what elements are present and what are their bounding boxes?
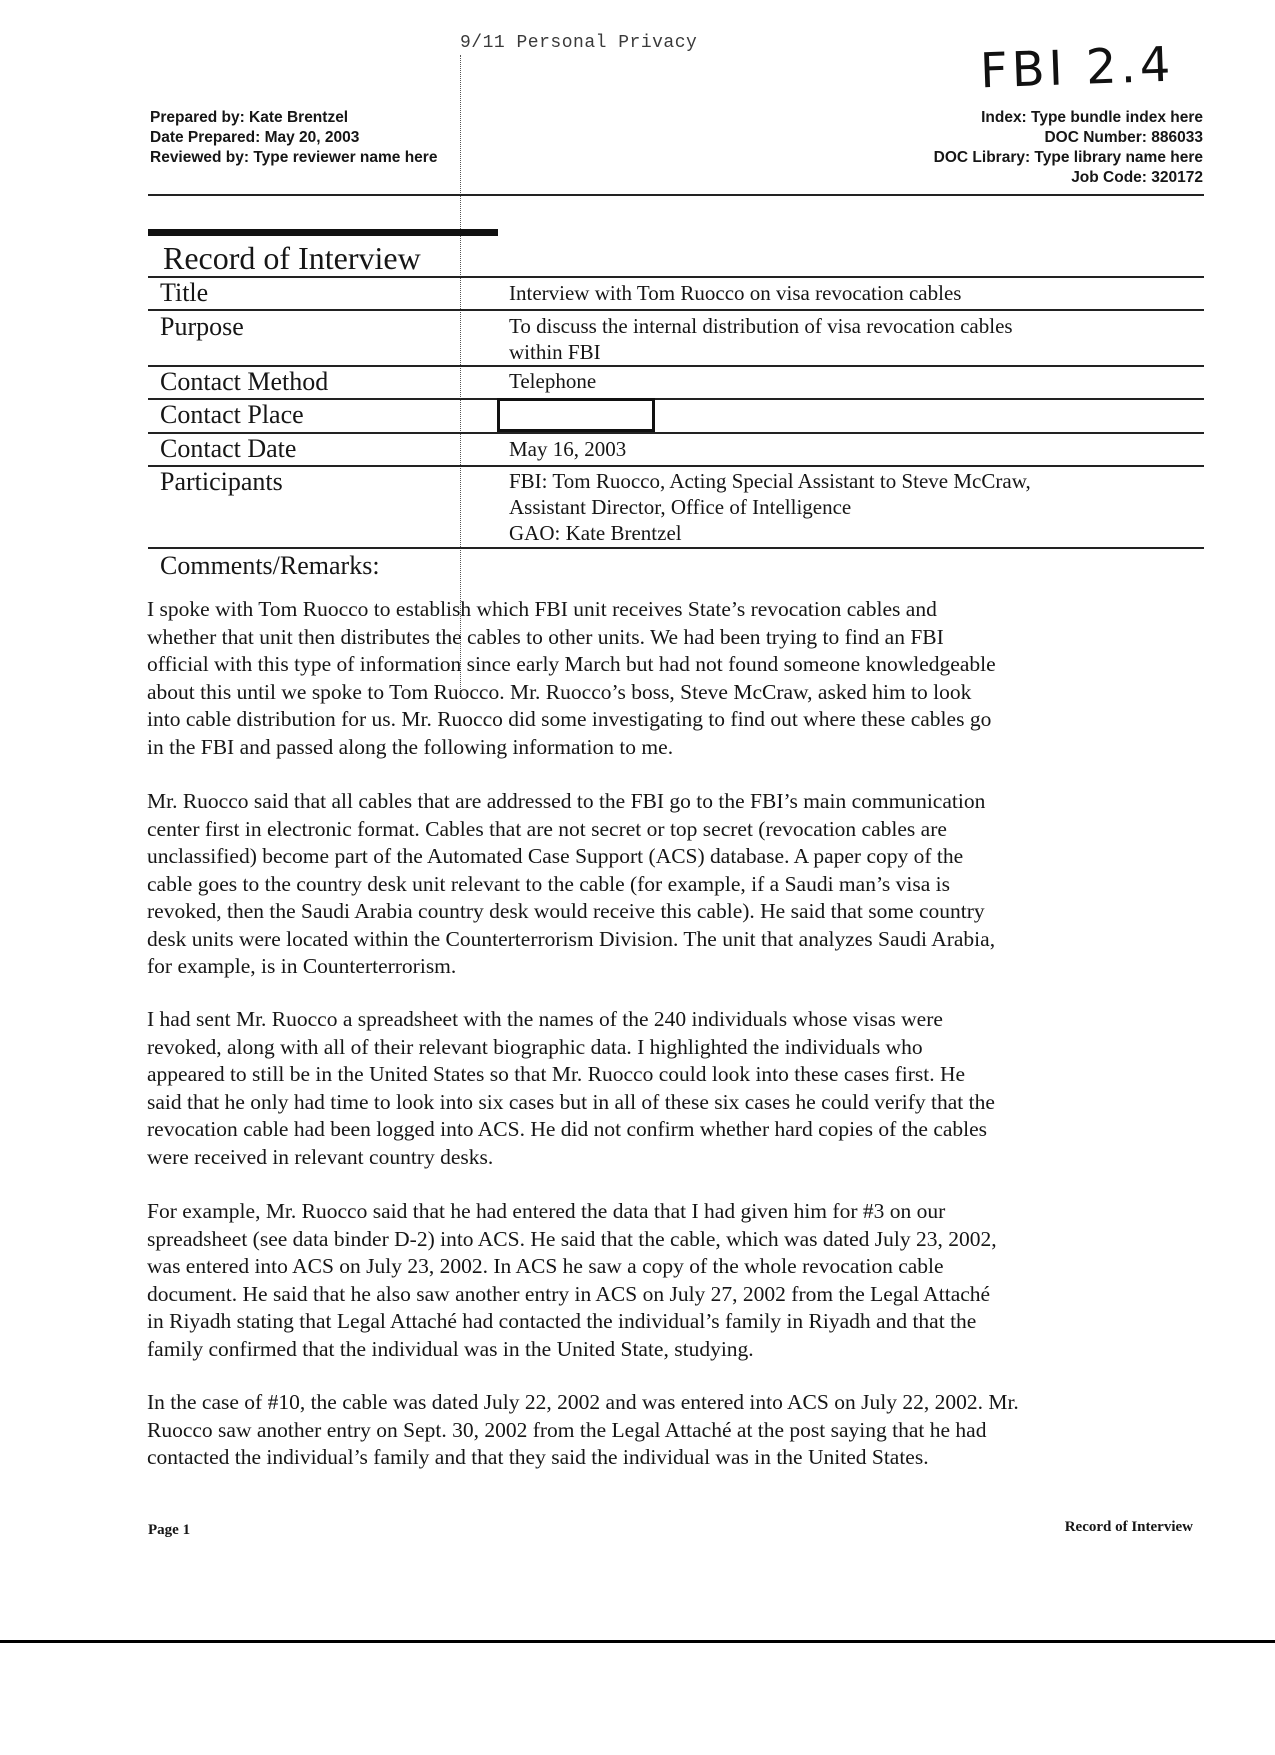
text-line: appeared to still be in the United States so that Mr. Ruocco could look into these cases first. He: [147, 1062, 966, 1086]
row-label-contact-method: Contact Method: [160, 367, 329, 396]
row-value-contact-date: May 16, 2003: [509, 437, 627, 461]
row-label-title: Title: [160, 278, 209, 307]
text-line: in Riyadh stating that Legal Attaché had contacted the individual’s family in Riyadh and that the: [147, 1309, 977, 1333]
paragraph: [147, 1389, 1207, 1472]
header-left: [150, 108, 437, 168]
text-line: whether that unit then distributes the cables to other units. We had been trying to find an FBI: [147, 624, 944, 649]
text-line: was entered into ACS on July 23, 2002. In ACS he saw a copy of the whole revocation cable: [147, 1254, 944, 1278]
header-divider: [148, 194, 1204, 196]
date-prepared: Date Prepared: May 20, 2003: [150, 129, 360, 146]
paragraph: [147, 1006, 1207, 1171]
table-rule: [148, 276, 1204, 278]
text-line: revocation cable had been logged into ACS. He did not confirm whether hard copies of the cables: [147, 1117, 988, 1141]
row-label-participants: Participants: [160, 467, 283, 496]
row-label-contact-place: Contact Place: [160, 400, 304, 429]
reviewed-by: Reviewed by: Type reviewer name here: [150, 149, 438, 166]
paragraph: [147, 1198, 1207, 1363]
handwritten-annotation: FBI 2.4: [979, 36, 1176, 100]
text-line: spreadsheet (see data binder D-2) into ACS. He said that the cable, which was dated July 23, 2002,: [147, 1226, 997, 1251]
row-label-contact-date: Contact Date: [160, 434, 297, 463]
text-line: contacted the individual’s family and that they said the individual was in the United States.: [147, 1445, 929, 1469]
doc-library: DOC Library: Type library name here: [933, 149, 1203, 166]
scan-edge-line: [0, 1640, 1275, 1643]
table-rule: [148, 547, 1204, 549]
header-right: [934, 108, 1203, 188]
contact-place-redaction-box: [497, 398, 655, 432]
text-line: family confirmed that the individual was in the United State, studying.: [147, 1336, 754, 1361]
text-line: In the case of #10, the cable was dated July 22, 2002 and was entered into ACS on July 22, 2002. Mr.: [147, 1390, 1019, 1414]
page-number: Page 1: [148, 1522, 191, 1538]
prepared-by: Prepared by: Kate Brentzel: [150, 109, 349, 126]
table-rule: [148, 465, 1204, 467]
row-value-participants: [509, 468, 1189, 546]
text-line: for example, is in Counterterrorism.: [147, 954, 457, 978]
text-line: I had sent Mr. Ruocco a spreadsheet with the names of the 240 individuals whose visas were: [147, 1007, 943, 1031]
text-line: revoked, then the Saudi Arabia country desk would receive this cable). He said that some country: [147, 899, 985, 923]
text-line: document. He said that he also saw another entry in ACS on July 27, 2002 from the Legal Attaché: [147, 1281, 991, 1306]
row-label-purpose: Purpose: [160, 312, 244, 341]
remarks-heading: Comments/Remarks:: [160, 551, 380, 580]
table-rule: [148, 432, 1204, 434]
participant-line: Assistant Director, Office of Intelligence: [509, 495, 852, 519]
purpose-line: within FBI: [509, 340, 601, 364]
text-line: Mr. Ruocco said that all cables that are addressed to the FBI go to the FBI’s main communication: [147, 789, 986, 813]
text-line: were received in relevant country desks.: [147, 1144, 494, 1169]
table-rule: [148, 309, 1204, 311]
footer-label: Record of Interview: [1064, 1519, 1193, 1535]
text-line: I spoke with Tom Ruocco to establish which FBI unit receives State’s revocation cables and: [147, 597, 937, 621]
purpose-line: To discuss the internal distribution of visa revocation cables: [509, 314, 1013, 338]
text-line: revoked, along with all of their relevant biographic data. I highlighted the individuals who: [147, 1034, 923, 1059]
participant-line: FBI: Tom Ruocco, Acting Special Assistant to Steve McCraw,: [509, 469, 1031, 493]
table-rule: [148, 398, 1204, 400]
text-line: desk units were located within the Counterterrorism Division. The unit that analyzes Saudi Arabia,: [147, 926, 996, 951]
text-line: about this until we spoke to Tom Ruocco. Mr. Ruocco’s boss, Steve McCraw, asked him to look: [147, 679, 972, 704]
paragraph: [147, 596, 1207, 761]
paragraph: [147, 788, 1207, 981]
text-line: official with this type of information since early March but had not found someone knowledgeable: [147, 652, 996, 676]
row-value-contact-method: Telephone: [509, 369, 597, 393]
text-line: unclassified) become part of the Automated Case Support (ACS) database. A paper copy of the: [147, 844, 964, 868]
privacy-stamp: 9/11 Personal Privacy: [460, 33, 698, 53]
index-field: Index: Type bundle index here: [981, 109, 1203, 126]
record-title-bar: [148, 229, 498, 236]
text-line: cable goes to the country desk unit relevant to the cable (for example, if a Saudi man’s visa is: [147, 871, 951, 896]
row-value-title: Interview with Tom Ruocco on visa revocation cables: [509, 281, 962, 305]
doc-number: DOC Number: 886033: [1044, 129, 1203, 146]
text-line: For example, Mr. Ruocco said that he had entered the data that I had given him for #3 on our: [147, 1199, 946, 1223]
text-line: center first in electronic format. Cables that are not secret or top secret (revocation cables are: [147, 816, 947, 841]
text-line: into cable distribution for us. Mr. Ruocco did some investigating to find out where these cables go: [147, 707, 992, 731]
text-line: Ruocco saw another entry on Sept. 30, 2002 from the Legal Attaché at the post saying that he had: [147, 1417, 987, 1442]
record-title: Record of Interview: [163, 240, 421, 276]
row-value-purpose: [509, 313, 1189, 365]
text-line: in the FBI and passed along the following information to me.: [147, 734, 674, 759]
participant-line: GAO: Kate Brentzel: [509, 521, 682, 545]
job-code: Job Code: 320172: [1071, 169, 1203, 186]
text-line: said that he only had time to look into six cases but in all of these six cases he could verify that the: [147, 1089, 995, 1114]
